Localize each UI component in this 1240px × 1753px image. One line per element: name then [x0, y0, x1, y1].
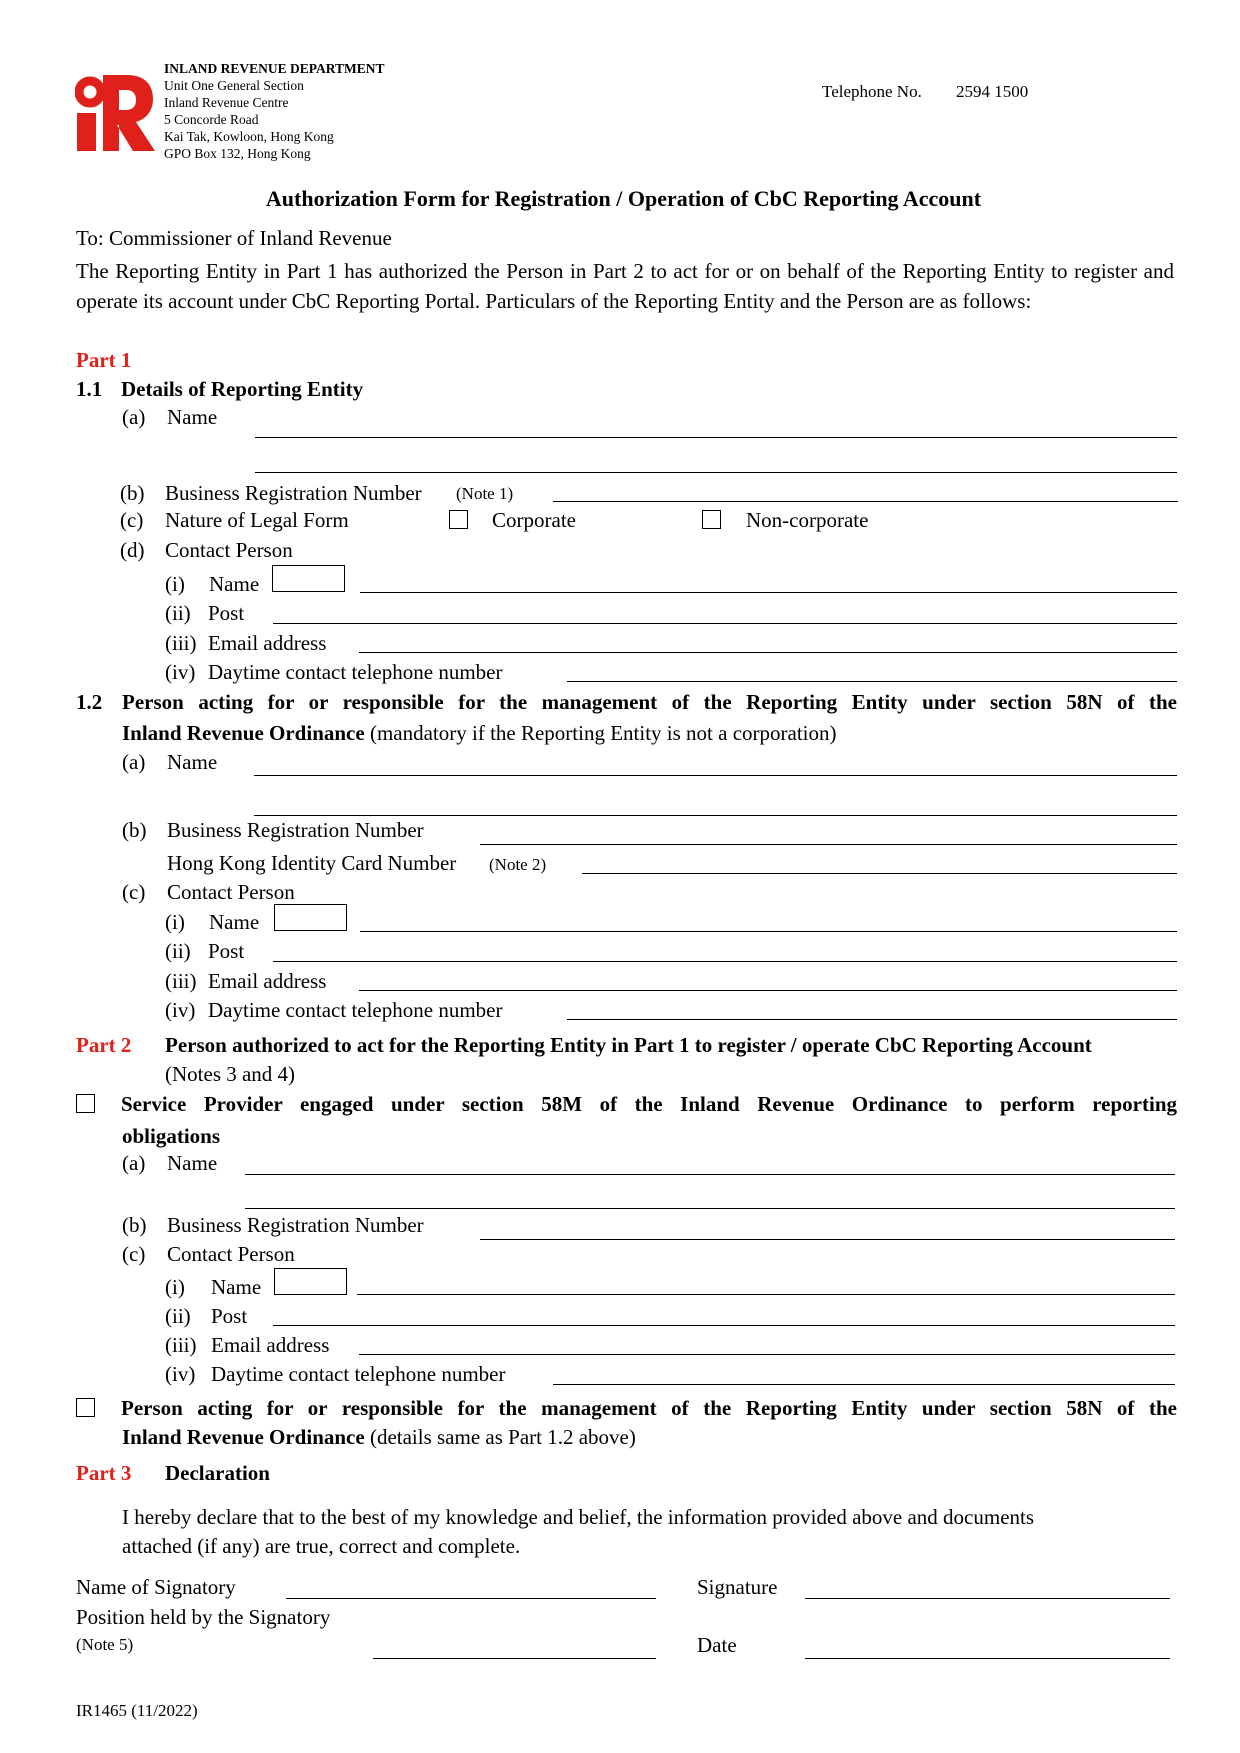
- s12-email-line[interactable]: [359, 990, 1177, 991]
- non-corporate-label: Non-corporate: [746, 508, 869, 532]
- s12-hkid-line[interactable]: [582, 873, 1177, 874]
- s11-iv-mark: (iv): [165, 660, 196, 684]
- s12-ii-mark: (ii): [165, 939, 191, 963]
- corporate-label: Corporate: [492, 508, 576, 532]
- s12-name-line-1[interactable]: [254, 775, 1177, 776]
- telephone-number: 2594 1500: [956, 82, 1029, 101]
- s12-c-label: Contact Person: [167, 880, 295, 904]
- s11-iii-mark: (iii): [165, 631, 197, 655]
- s12-number: 1.2: [76, 690, 103, 714]
- department-name: INLAND REVENUE DEPARTMENT: [164, 61, 385, 76]
- s11-ii-mark: (ii): [165, 601, 191, 625]
- s12-i-mark: (i): [165, 910, 185, 934]
- address-line-5: GPO Box 132, Hong Kong: [164, 146, 311, 161]
- s12-phone-line[interactable]: [567, 1019, 1177, 1020]
- s12-title-line1: Person acting for or responsible for the management of the Reporting Entity under section 58N of the: [122, 690, 1177, 714]
- p2-ii-label: Post: [211, 1304, 248, 1328]
- s11-a-label: Name: [167, 405, 218, 429]
- s11-a-mark: (a): [122, 405, 146, 429]
- note5-label: (Note 5): [76, 1635, 134, 1654]
- s12-iii-mark: (iii): [165, 969, 197, 993]
- s12-title-rest: (mandatory if the Reporting Entity is not a corporation): [364, 721, 837, 745]
- name-of-signatory-label: Name of Signatory: [76, 1575, 236, 1599]
- p2-c-mark: (c): [122, 1242, 146, 1266]
- p2-i-label: Name: [211, 1275, 262, 1299]
- s12-ii-label: Post: [208, 939, 245, 963]
- s12-name-line-2[interactable]: [254, 815, 1177, 816]
- s11-email-line[interactable]: [359, 652, 1177, 653]
- part2-opt1-line2: obligations: [122, 1124, 221, 1148]
- p2-post-line[interactable]: [273, 1325, 1175, 1326]
- position-held-label: Position held by the Signatory: [76, 1605, 331, 1629]
- s11-c-mark: (c): [120, 508, 144, 532]
- declaration-line2: attached (if any) are true, correct and complete.: [122, 1534, 521, 1558]
- s11-contact-name-line[interactable]: [360, 592, 1177, 593]
- s11-phone-line[interactable]: [567, 681, 1177, 682]
- service-provider-checkbox[interactable]: [76, 1094, 95, 1113]
- address-line-2: Inland Revenue Centre: [164, 95, 289, 110]
- s11-d-label: Contact Person: [165, 538, 293, 562]
- s12-iii-label: Email address: [208, 969, 327, 993]
- p2-iii-mark: (iii): [165, 1333, 197, 1357]
- p2-ii-mark: (ii): [165, 1304, 191, 1328]
- s12-hkid-label: Hong Kong Identity Card Number: [167, 851, 457, 875]
- s11-b-mark: (b): [120, 481, 145, 505]
- s12-title-bold: Inland Revenue Ordinance: [122, 721, 365, 745]
- non-corporate-checkbox[interactable]: [702, 510, 721, 529]
- s11-name-line-1[interactable]: [255, 437, 1177, 438]
- s12-hkid-note: (Note 2): [489, 855, 547, 874]
- p2-a-label: Name: [167, 1151, 218, 1175]
- p2-phone-line[interactable]: [553, 1384, 1175, 1385]
- p2-b-mark: (b): [122, 1213, 147, 1237]
- p2-c-label: Contact Person: [167, 1242, 295, 1266]
- part1-label: Part 1: [76, 348, 132, 372]
- s12-title-line2: [122, 721, 837, 745]
- part2-opt2-bold: Inland Revenue Ordinance: [122, 1425, 365, 1449]
- s11-i-mark: (i): [165, 572, 185, 596]
- s12-i-label: Name: [209, 910, 260, 934]
- corporate-checkbox[interactable]: [449, 510, 468, 529]
- s12-brn-line[interactable]: [480, 844, 1177, 845]
- intro-paragraph: The Reporting Entity in Part 1 has authorized the Person in Part 2 to act for or on behalf of the Reporting Entity to register and operate its account under CbC Reporting Portal. Particulars of the Reporting Entity and the Person are as follows:: [76, 259, 1174, 313]
- signature-label: Signature: [697, 1575, 778, 1599]
- part3-label: Part 3: [76, 1461, 132, 1485]
- s12-iv-label: Daytime contact telephone number: [208, 998, 503, 1022]
- s11-c-label: Nature of Legal Form: [165, 508, 349, 532]
- p2-name-line-2[interactable]: [245, 1208, 1175, 1209]
- s12-iv-mark: (iv): [165, 998, 196, 1022]
- s12-c-mark: (c): [122, 880, 146, 904]
- s11-title: Details of Reporting Entity: [121, 377, 364, 401]
- address-line-3: 5 Concorde Road: [164, 112, 259, 127]
- p2-title-box[interactable]: [274, 1268, 347, 1295]
- part2-opt2-rest: (details same as Part 1.2 above): [364, 1425, 636, 1449]
- s11-iv-label: Daytime contact telephone number: [208, 660, 503, 684]
- part3-title: Declaration: [165, 1461, 270, 1485]
- s11-b-note: (Note 1): [456, 484, 514, 503]
- part2-opt2-line1: Person acting for or responsible for the management of the Reporting Entity under section 58N of the: [121, 1396, 1177, 1420]
- form-code: IR1465 (11/2022): [76, 1701, 198, 1720]
- p2-i-mark: (i): [165, 1275, 185, 1299]
- p2-iv-label: Daytime contact telephone number: [211, 1362, 506, 1386]
- s11-number: 1.1: [76, 377, 103, 401]
- s11-i-label: Name: [209, 572, 260, 596]
- page-title: Authorization Form for Registration / Operation of CbC Reporting Account: [265, 186, 982, 211]
- p2-iv-mark: (iv): [165, 1362, 196, 1386]
- declaration-line1: I hereby declare that to the best of my knowledge and belief, the information provided above and documents: [122, 1505, 1035, 1529]
- part2-opt2-line2: [122, 1425, 636, 1449]
- s11-b-label: Business Registration Number: [165, 481, 422, 505]
- s11-name-line-2[interactable]: [255, 472, 1177, 473]
- s11-title-box[interactable]: [272, 565, 345, 592]
- s11-d-mark: (d): [120, 538, 145, 562]
- part2-label: Part 2: [76, 1033, 132, 1057]
- to-line: To: Commissioner of Inland Revenue: [76, 226, 392, 250]
- s12-contact-name-line[interactable]: [360, 931, 1177, 932]
- p2-email-line[interactable]: [359, 1354, 1175, 1355]
- s12-a-mark: (a): [122, 750, 146, 774]
- s12-post-line[interactable]: [273, 961, 1177, 962]
- position-held-line[interactable]: [373, 1658, 656, 1659]
- s11-post-line[interactable]: [273, 623, 1177, 624]
- address-line-4: Kai Tak, Kowloon, Hong Kong: [164, 129, 334, 144]
- part2-title: Person authorized to act for the Reporting Entity in Part 1 to register / operate CbC Reporting Account: [165, 1033, 1092, 1057]
- s12-b-mark: (b): [122, 818, 147, 842]
- s12-title-box[interactable]: [274, 904, 347, 931]
- telephone-label: Telephone No.: [822, 82, 922, 101]
- s11-ii-label: Post: [208, 601, 245, 625]
- part2-notes: (Notes 3 and 4): [165, 1062, 296, 1086]
- p2-a-mark: (a): [122, 1151, 146, 1175]
- s12-a-label: Name: [167, 750, 218, 774]
- address-line-1: Unit One General Section: [164, 78, 304, 93]
- p2-iii-label: Email address: [211, 1333, 330, 1357]
- signature-line[interactable]: [805, 1598, 1170, 1599]
- p2-b-label: Business Registration Number: [167, 1213, 424, 1237]
- s11-brn-line[interactable]: [553, 501, 1178, 502]
- p2-name-line-1[interactable]: [245, 1174, 1175, 1175]
- s12-b-label: Business Registration Number: [167, 818, 424, 842]
- date-label: Date: [697, 1633, 737, 1657]
- date-line[interactable]: [805, 1658, 1170, 1659]
- ird-logo: [75, 73, 155, 151]
- part2-opt1-line1: Service Provider engaged under section 58M of the Inland Revenue Ordinance to perform reporting: [121, 1092, 1177, 1116]
- name-of-signatory-line[interactable]: [286, 1598, 656, 1599]
- manager-checkbox[interactable]: [76, 1398, 95, 1417]
- p2-brn-line[interactable]: [480, 1239, 1175, 1240]
- s11-iii-label: Email address: [208, 631, 327, 655]
- p2-contact-name-line[interactable]: [357, 1294, 1175, 1295]
